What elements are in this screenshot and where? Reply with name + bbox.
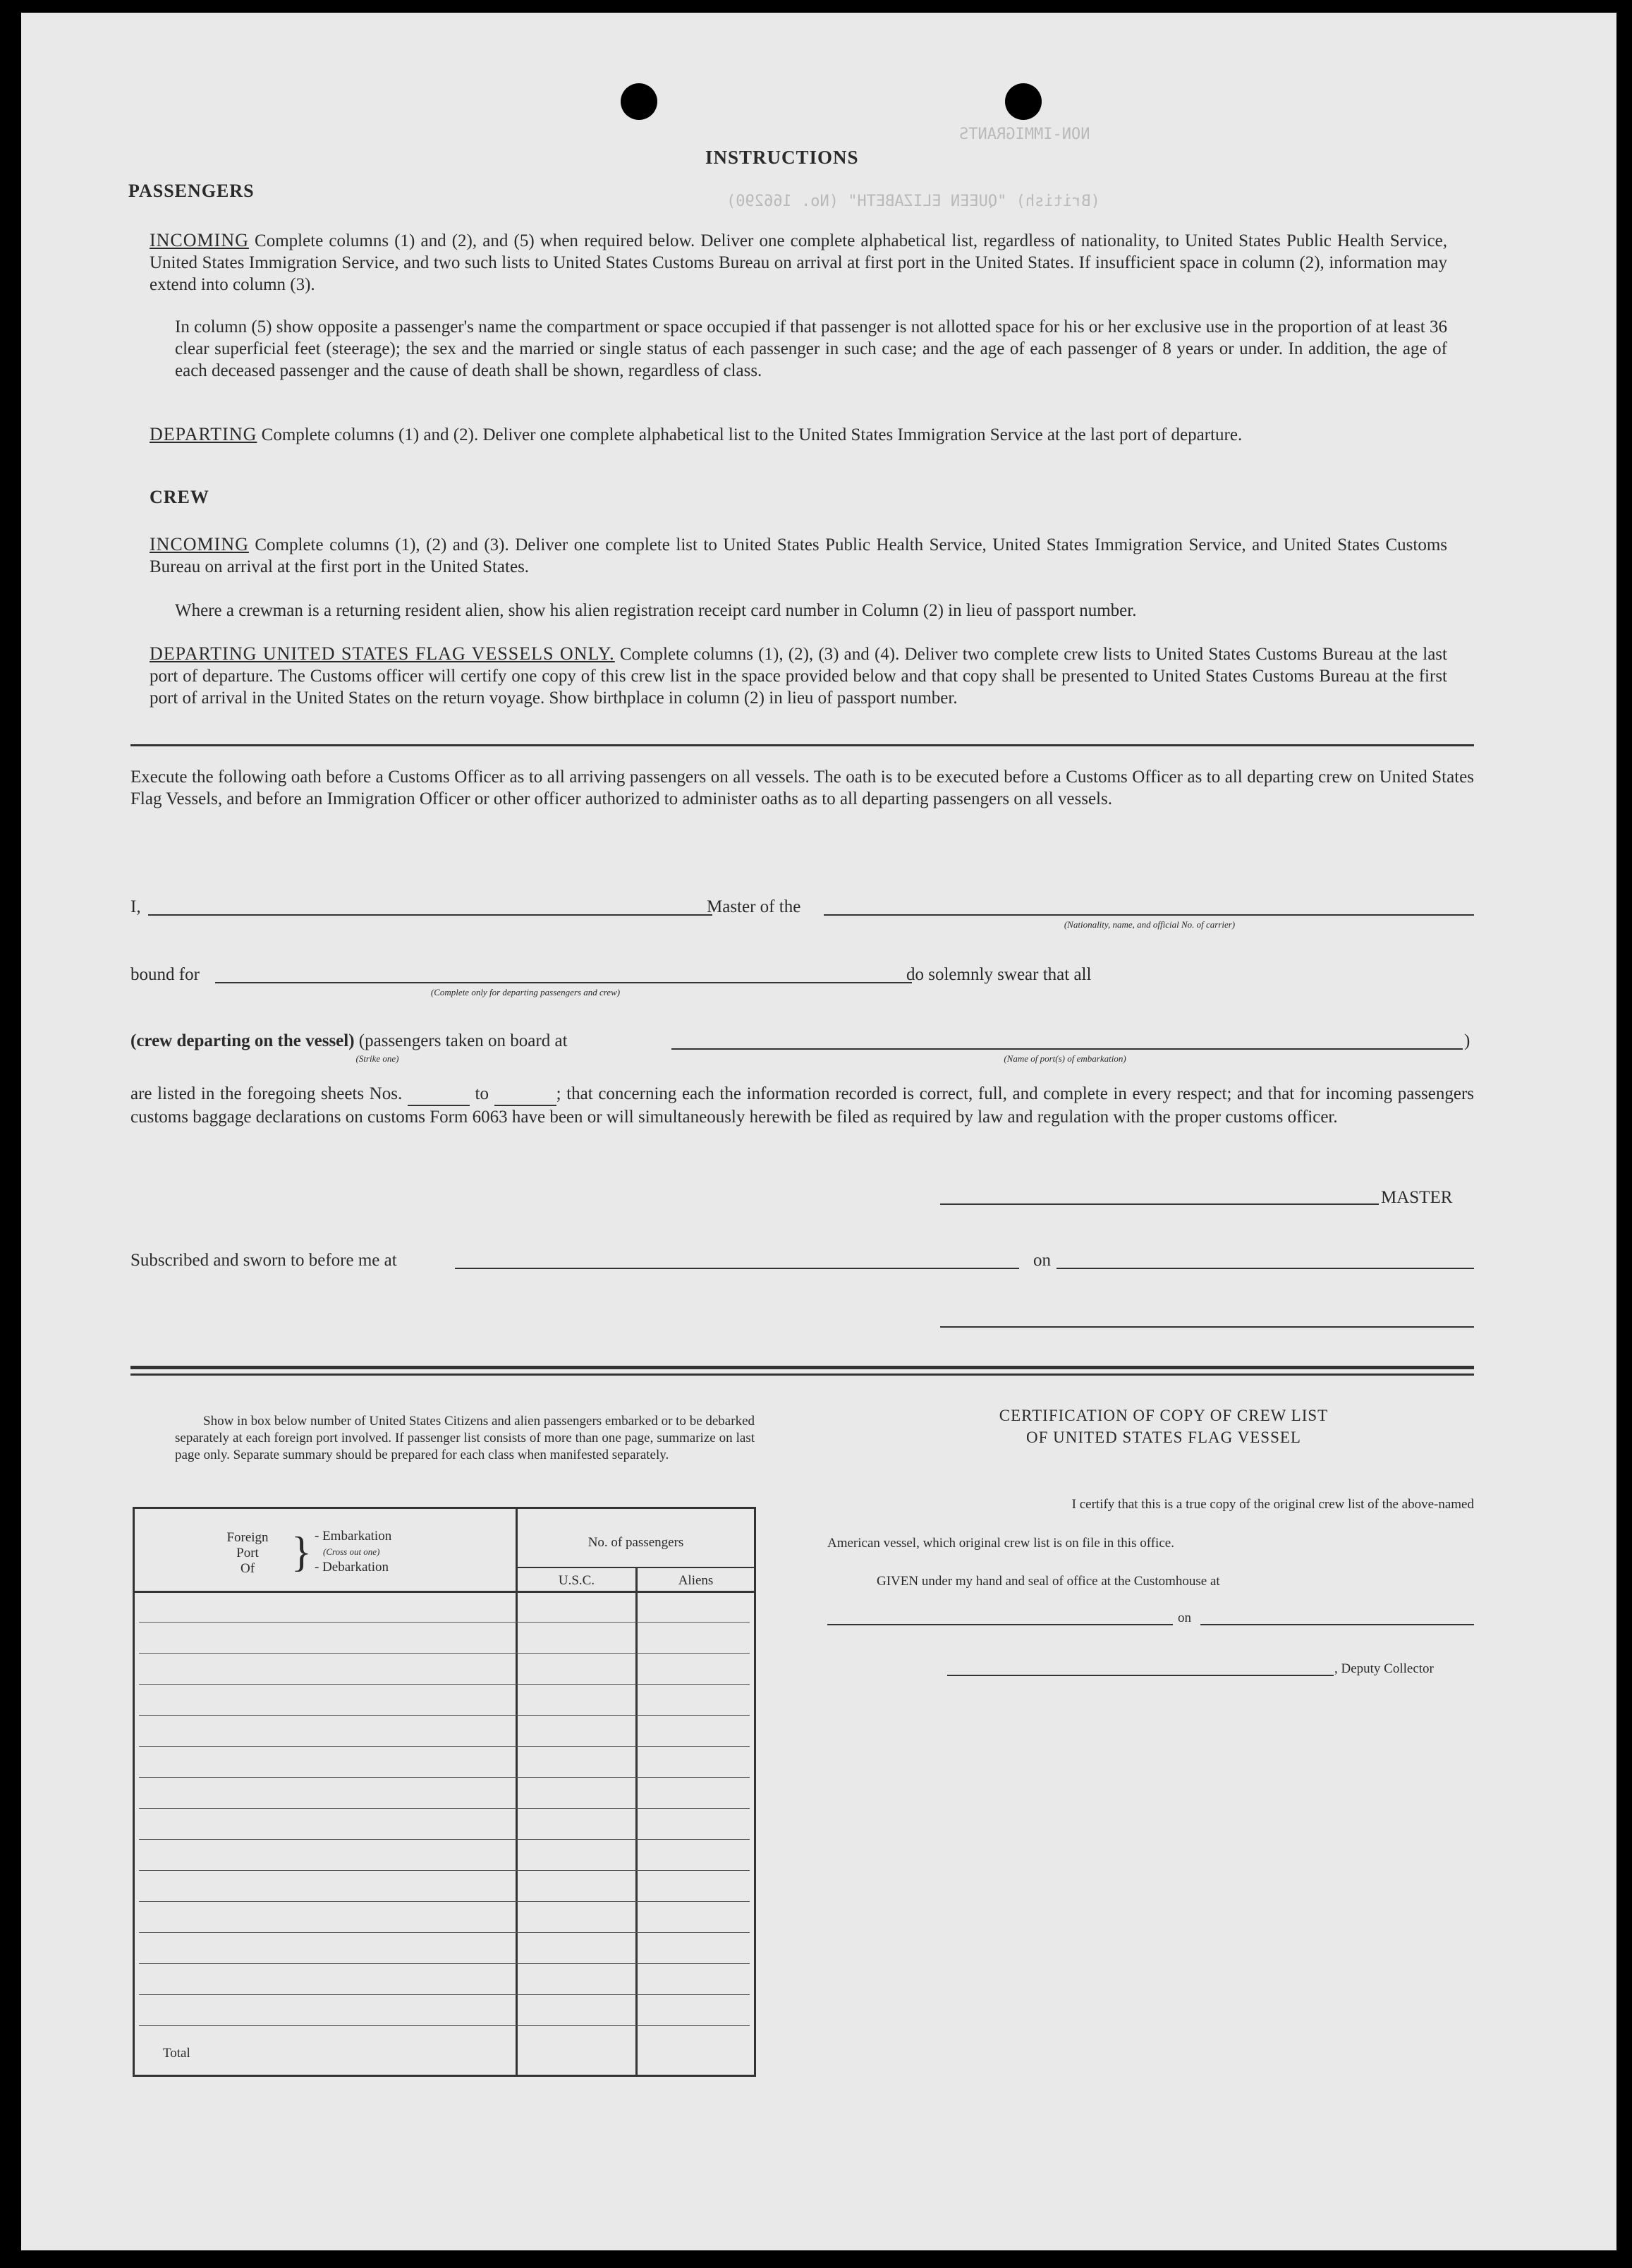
table-row-line [139,1653,750,1654]
bound-for-label: bound for [130,965,200,984]
table-row-line [139,1901,750,1902]
carrier-field[interactable] [824,914,1474,916]
table-row-line [139,1994,750,1995]
certification-title [867,1405,1460,1448]
sheets-text-start: are listed in the foregoing sheets Nos. [130,1084,403,1103]
divider [130,744,1474,746]
table-row-line [139,1622,750,1623]
cert-title-line-2: OF UNITED STATES FLAG VESSEL [1026,1429,1301,1446]
bound-for-caption: (Complete only for departing passengers and crew) [430,987,621,997]
punch-hole [1005,83,1042,120]
departing-label: DEPARTING [150,424,257,444]
passengers-taken-option[interactable]: (passengers taken on board at [358,1031,568,1050]
passengers-heading: PASSENGERS [128,181,255,201]
port-label: Port [236,1546,259,1560]
cert-place-field[interactable] [827,1624,1173,1625]
sheet-to-field[interactable] [494,1083,556,1106]
cert-date-field[interactable] [1200,1624,1474,1625]
master-name-field[interactable] [148,914,712,916]
sheet-from-field[interactable] [408,1083,470,1106]
table-row-line [139,2025,750,2026]
table-row-line [139,1715,750,1716]
table-row-line [139,1777,750,1778]
cross-out-caption: (Cross out one) [323,1546,380,1557]
cert-text-1: I certify that this is a true copy of the original crew list of the above-named [1071,1497,1474,1512]
punch-hole [621,83,657,120]
form-page [21,13,1616,2250]
foreign-label: Foreign [226,1530,269,1545]
strike-choice [130,1030,568,1052]
carrier-caption: (Nationality, name, and official No. of carrier) [1064,919,1236,930]
crew-departing-option[interactable]: (crew departing on the vessel) [130,1031,355,1050]
sworn-date-field[interactable] [1056,1268,1474,1269]
swear-label: do solemnly swear that all [906,965,1092,984]
officer-signature-field[interactable] [940,1326,1474,1328]
usc-header: U.S.C. [558,1573,595,1588]
table-row-line [139,1963,750,1964]
table-vline [516,1509,518,2075]
table-row-line [139,1870,750,1871]
cert-on-label: on [1178,1611,1191,1625]
table-row-line [139,1808,750,1809]
crew-heading: CREW [150,487,209,507]
foreign-port-label [205,1530,290,1577]
debarkation-label: - Debarkation [315,1560,389,1575]
sheets-text-end: ; that concerning each the information recorded is correct, full, and complete in every respect; and that for incoming passengers customs baggage declarations on customs Form 6063 have been or will simultaneously herewith be filed as required by law and regulation with the proper customs officer. [130,1084,1475,1127]
us-flag-label: DEPARTING UNITED STATES FLAG VESSELS ONLY. [150,643,615,664]
column5-paragraph: In column (5) show opposite a passenger's name the compartment or space occupied if that passenger is not allotted space for his or her exclusive use in the proportion of at least 36 clear superficial feet (steerage); the sex and the married or single status of each passenger in such case; and the age of each passenger of 8 years or under. In addition, the age of each deceased passenger and the cause of death shall be shown, regardless of class. [175,317,1447,380]
aliens-header: Aliens [678,1573,714,1588]
sworn-place-field[interactable] [455,1268,1019,1269]
incoming-text: Complete columns (1) and (2), and (5) when required below. Deliver one complete alphabetical list, regardless of nationality, to United States Public Health Service, United States Immigration Service, and two such lists to United States Customs Bureau on arrival at first port in the United States. If insufficient space in column (2), information may extend into column (3). [150,231,1448,294]
embarkation-port-field[interactable] [671,1048,1463,1050]
crew-incoming-text: Complete columns (1), (2) and (3). Deliver one complete list to United States Public Health Service, United States Immigration Service, and United States Customs Bureau on arrival at the first port in the United States. [150,535,1447,576]
bleed-through-text: (British) "QUEEN ELIZABETH" (No. 166290) [726,193,1100,210]
table-row-line [139,1932,750,1933]
of-label: Of [240,1561,255,1576]
thick-divider [130,1366,1474,1369]
table-row-line [139,1684,750,1685]
thick-divider [130,1373,1474,1376]
subscribed-label: Subscribed and sworn to before me at [130,1251,397,1270]
incoming-label: INCOMING [150,230,249,250]
deputy-collector-label: , Deputy Collector [1334,1661,1434,1676]
box-instructions: Show in box below number of United States Citizens and alien passengers embarked or to be debarked separately at each foreign port involved. If passenger list consists of more than one page, summarize on last page only. Separate summary should be prepared for each class when manifested separately. [175,1414,755,1462]
table-vline [635,1568,638,2075]
passengers-incoming-paragraph [150,229,1447,296]
sheets-paragraph [130,1083,1474,1128]
oath-intro: Execute the following oath before a Customs Officer as to all arriving passengers on all vessels. The oath is to be executed before a Customs Officer as to all departing crew on United States Flag Vessels, and before an Immigration Officer or other officer authorized to administer oaths as to all departing passengers on all vessels. [130,768,1474,808]
crew-incoming-paragraph [150,533,1447,578]
deputy-signature-field[interactable] [947,1675,1334,1676]
strike-caption: (Strike one) [355,1053,399,1064]
embarkation-caption: (Name of port(s) of embarkation) [1004,1053,1126,1064]
cert-text-2: American vessel, which original crew list is on file in this office. [827,1536,1174,1551]
master-label: MASTER [1381,1188,1453,1207]
table-row-line [139,1839,750,1840]
departing-text: Complete columns (1) and (2). Deliver one complete alphabetical list to the United States Immigration Service at the last port of departure. [261,425,1243,444]
passenger-summary-table [133,1507,756,2077]
cert-given: GIVEN under my hand and seal of office at the Customhouse at [877,1574,1220,1589]
table-hline [135,1591,754,1593]
bound-for-field[interactable] [215,982,912,983]
sheets-to-label: to [475,1084,489,1103]
table-row-line [139,1746,750,1747]
cert-title-line-1: CERTIFICATION OF COPY OF CREW LIST [999,1407,1329,1424]
page-title: INSTRUCTIONS [705,147,859,168]
passengers-departing-paragraph [150,423,1447,446]
embark-debark-choice[interactable] [315,1529,391,1575]
on-label: on [1033,1251,1051,1270]
total-label: Total [163,2046,190,2061]
bleed-through-text: NON-IMMIGRANTS [959,126,1090,143]
us-flag-paragraph [150,643,1447,709]
no-of-passengers-header: No. of passengers [587,1535,684,1550]
crewman-paragraph: Where a crewman is a returning resident alien, show his alien registration receipt card number in Column (2) in lieu of passport number. [175,601,1137,620]
master-signature-field[interactable] [940,1203,1379,1205]
table-hline [516,1567,754,1568]
us-flag-text: Complete columns (1), (2), (3) and (4). Deliver two complete crew lists to United States Customs Bureau at the last port of departure. The Customs officer will certify one copy of this crew list in the space provided below and that copy shall be presented to United States Customs Bureau at the first port of arrival in the United States on the return voyage. Show birthplace in column (2) in lieu of passport number. [150,645,1447,708]
crew-incoming-label: INCOMING [150,534,249,554]
brace: } [291,1529,312,1575]
embarkation-label: - Embarkation [315,1529,392,1544]
oath-i-label: I, [130,897,141,916]
master-of-label: Master of the [707,897,801,916]
close-paren: ) [1464,1031,1470,1050]
